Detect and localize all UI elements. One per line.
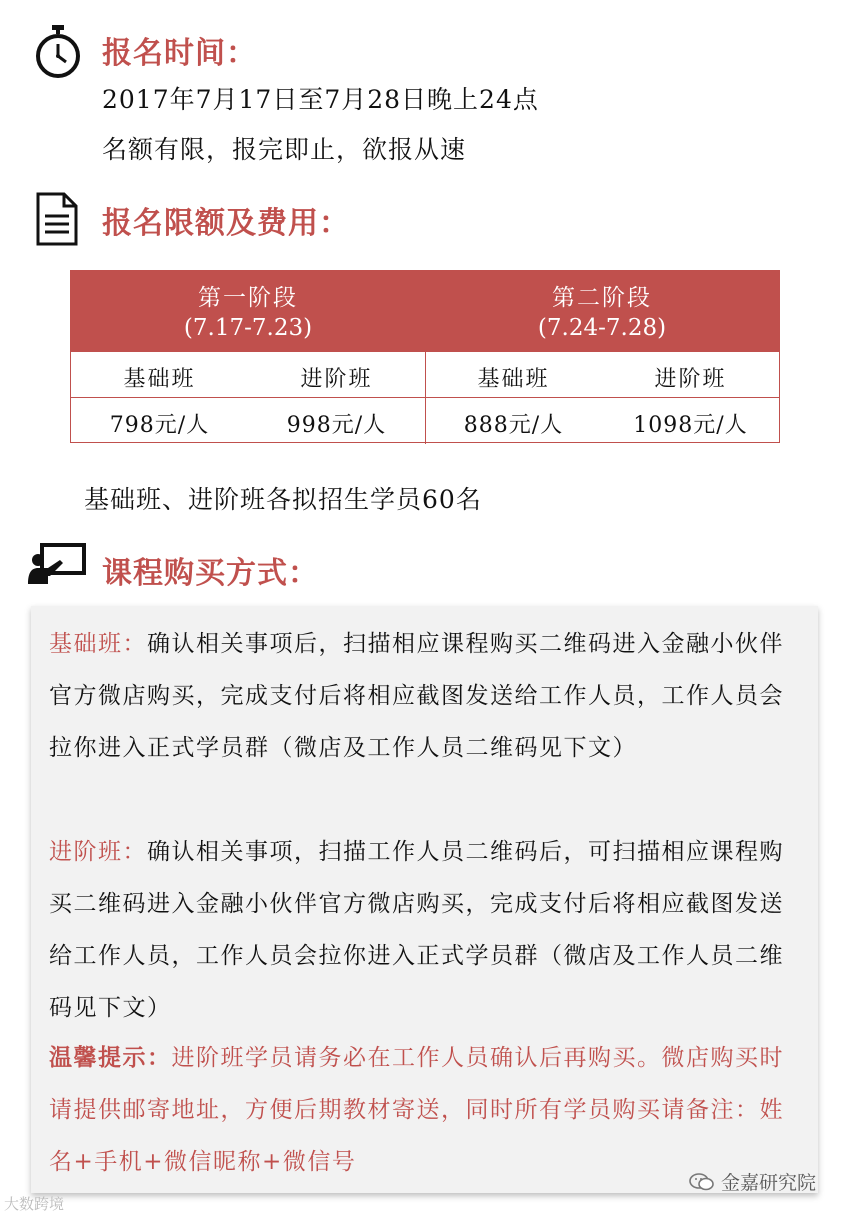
registration-date-line: 2017年7月17日至7月28日晚上24点 <box>102 85 539 114</box>
presentation-icon <box>26 542 88 586</box>
class-header-advanced-2: 进阶班 <box>654 367 727 392</box>
wechat-icon <box>689 1172 715 1192</box>
price-basic-1: 798元/人 <box>109 413 210 438</box>
purchase-method-box <box>31 606 818 1193</box>
quota-fees-title: 报名限额及费用： <box>102 206 350 241</box>
advanced-class-paragraph: 进阶班：确认相关事项，扫描工作人员二维码后，可扫描相应课程购买二维码进入金融小伙伴官方微店购买，完成支付后将相应截图发送给工作人员，工作人员会拉你进入正式学员群（微店及工作人员二维码见下文） <box>49 839 784 1021</box>
registration-time-title: 报名时间： <box>102 36 257 71</box>
stage-one: 第一阶段 (7.17-7.23) <box>183 285 313 341</box>
class-header-basic-2: 基础班 <box>477 367 550 392</box>
class-header-advanced-1: 进阶班 <box>300 367 373 392</box>
class-header-basic-1: 基础班 <box>123 367 196 392</box>
basic-class-label: 基础班： <box>49 631 147 657</box>
stage-two: 第二阶段 (7.24-7.28) <box>537 285 667 341</box>
document-icon <box>36 192 78 246</box>
registration-limit-line: 名额有限，报完即止，欲报从速 <box>102 135 467 164</box>
fee-table <box>70 270 780 443</box>
price-advanced-2: 1098元/人 <box>633 413 748 438</box>
enrollment-note: 基础班、进阶班各拟招生学员60名 <box>84 485 482 514</box>
purchase-method-title: 课程购买方式： <box>102 556 319 591</box>
tip-paragraph: 温馨提示：进阶班学员请务必在工作人员确认后再购买。微店购买时请提供邮寄地址，方便后期教材寄送，同时所有学员购买请备注：姓名+手机+微信昵称+微信号 <box>49 1045 784 1175</box>
stopwatch-icon <box>33 24 83 80</box>
watermark-right: 金嘉研究院 <box>689 1168 816 1195</box>
price-advanced-1: 998元/人 <box>286 413 387 438</box>
advanced-class-label: 进阶班： <box>49 839 147 865</box>
fee-table-header <box>71 271 779 352</box>
basic-class-paragraph: 基础班：确认相关事项后，扫描相应课程购买二维码进入金融小伙伴官方微店购买，完成支付后将相应截图发送给工作人员，工作人员会拉你进入正式学员群（微店及工作人员二维码见下文） <box>49 631 784 761</box>
watermark-left: 大数跨境 <box>4 1195 65 1213</box>
tip-label: 温馨提示： <box>49 1045 172 1071</box>
price-basic-2: 888元/人 <box>463 413 564 438</box>
